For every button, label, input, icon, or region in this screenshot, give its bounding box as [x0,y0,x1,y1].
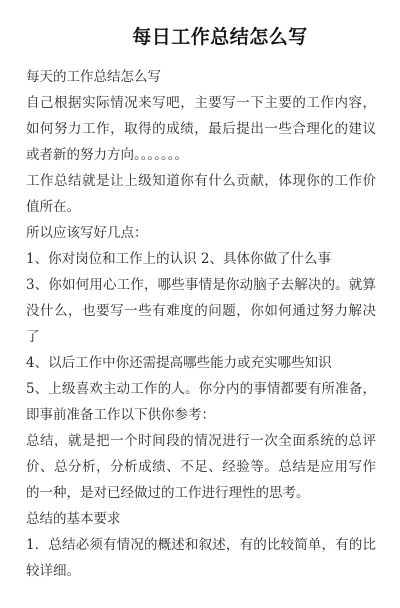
paragraph-subheading: 每天的工作总结怎么写 [26,69,161,85]
paragraph-points-heading: 所以应该写好几点： [26,225,148,241]
list-item-4: 4、以后工作中你还需提高哪些能力或充实哪些知识 [26,355,332,371]
paragraph-requirements-heading: 总结的基本要求 [26,511,121,527]
paragraph-definition: 总结，就是把一个时间段的情况进行一次全面系统的总评价、总分析，分析成绩、不足、经验等。总结是应用写作的一种，是对已经做过的工作进行理性的思考。 [26,433,376,501]
requirement-item-1: 1．总结必须有情况的概述和叙述，有的比较简单，有的比较详细。 [26,537,376,579]
document-body [26,64,376,584]
list-item-3: 3、你如何用心工作，哪些事情是你动脑子去解决的。就算没什么，也要写一些有难度的问题，你如何通过努力解决了 [26,277,376,345]
paragraph-purpose: 工作总结就是让上级知道你有什么贡献，体现你的工作价值所在。 [26,173,376,215]
list-item-1-2: 1、你对岗位和工作上的认识 2、具体你做了什么事 [26,251,331,267]
list-item-5: 5、上级喜欢主动工作的人。你分内的事情都要有所准备，即事前准备工作以下供你参考： [26,381,376,423]
paragraph-intro: 自己根据实际情况来写吧，主要写一下主要的工作内容，如何努力工作，取得的成绩，最后提出一些合理化的建议或者新的努力方向。。。。。。。 [26,95,376,163]
document-title: 每日工作总结怎么写 [132,26,308,48]
